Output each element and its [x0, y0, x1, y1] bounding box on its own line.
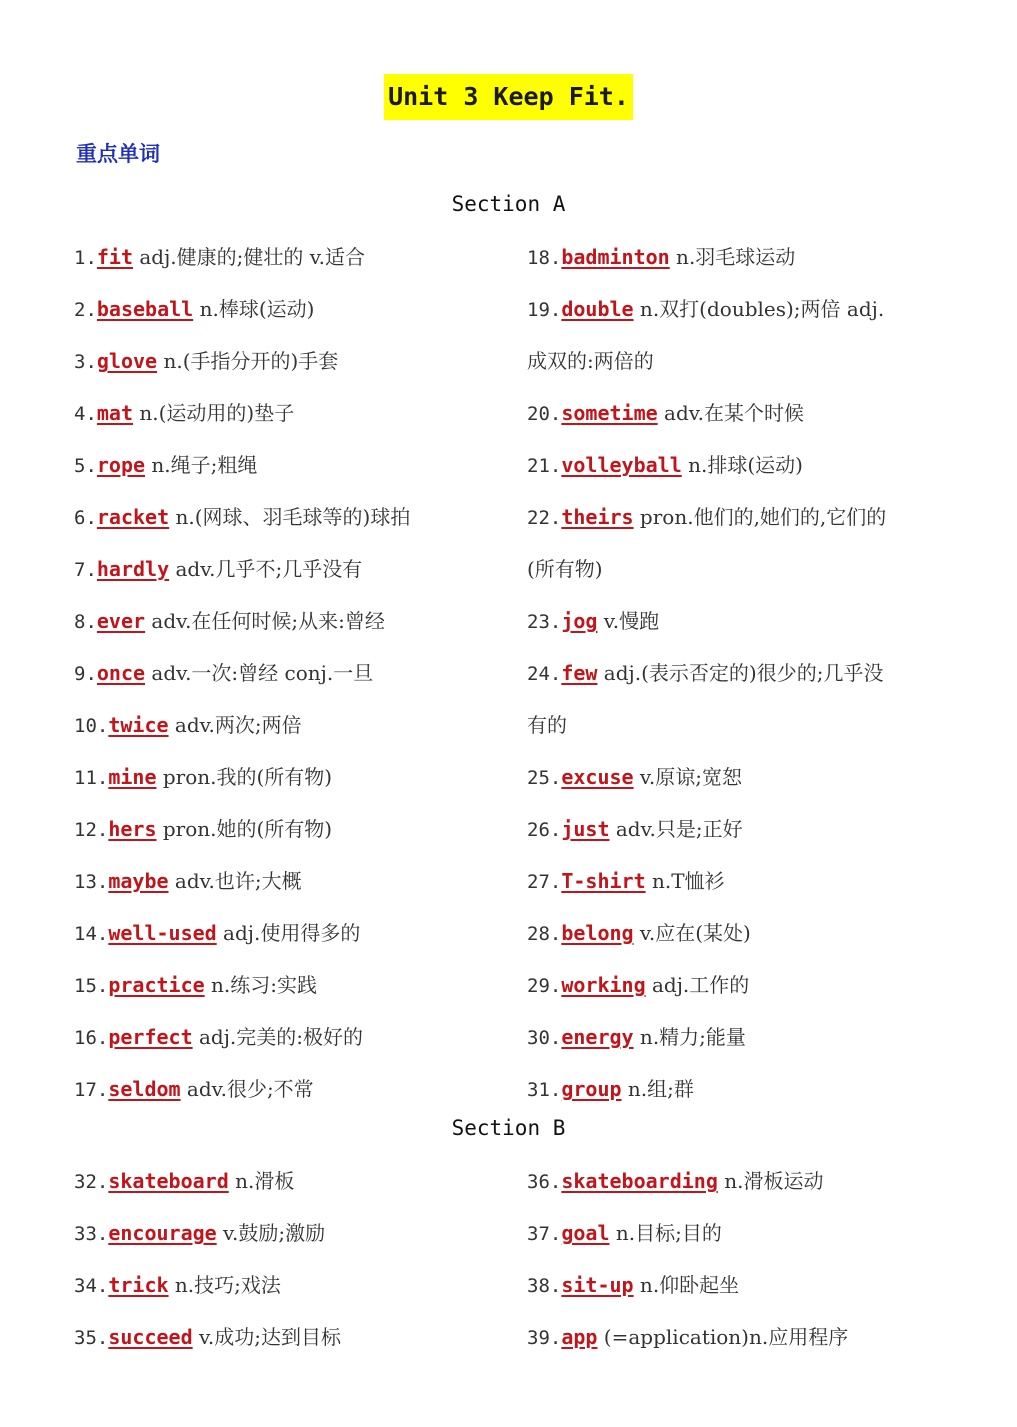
vocab-word: fit [96, 245, 134, 269]
entry-definition: (=application)n.应用程序 [597, 1325, 849, 1349]
vocab-word: sometime [561, 401, 658, 425]
entry-definition: n.组;群 [621, 1077, 694, 1101]
entry-definition: pron.他们的,她们的,它们的 [633, 505, 887, 529]
entry-number: 1. [74, 247, 97, 269]
entry-definition: 成双的:两倍的 [527, 349, 654, 373]
vocab-entry [527, 918, 751, 948]
vocab-entry [527, 450, 803, 480]
entry-definition: n.技巧;戏法 [168, 1273, 281, 1297]
entry-number: 37. [527, 1223, 562, 1245]
entry-number: 10. [74, 715, 109, 737]
entry-definition: adj.工作的 [645, 973, 750, 997]
entry-number: 7. [74, 559, 97, 581]
entry-number: 20. [527, 403, 562, 425]
vocab-entry [74, 1022, 363, 1052]
vocab-entry [527, 710, 567, 740]
vocab-entry [527, 1270, 739, 1300]
vocab-entry [74, 450, 257, 480]
vocab-entry [74, 710, 302, 740]
vocab-word: badminton [561, 245, 670, 269]
vocab-entry [527, 866, 725, 896]
entry-definition: 有的 [527, 713, 567, 737]
vocab-entry [74, 762, 332, 792]
vocab-word: seldom [108, 1077, 181, 1101]
entry-number: 24. [527, 663, 562, 685]
entry-number: 12. [74, 819, 109, 841]
entry-number: 4. [74, 403, 97, 425]
entry-definition: adj.(表示否定的)很少的;几乎没 [597, 661, 884, 685]
entry-definition: n.目标;目的 [609, 1221, 722, 1245]
vocab-entry [74, 502, 410, 532]
vocab-entry [74, 1270, 281, 1300]
vocab-entry [527, 398, 804, 428]
vocab-entry [74, 346, 338, 376]
entry-number: 28. [527, 923, 562, 945]
entry-definition: v.应在(某处) [633, 921, 751, 945]
vocab-entry [74, 814, 332, 844]
vocab-word: twice [108, 713, 169, 737]
vocab-word: double [561, 297, 634, 321]
entry-definition: adj.完美的:极好的 [192, 1025, 364, 1049]
vocab-word: belong [561, 921, 634, 945]
entry-definition: n.T恤衫 [645, 869, 725, 893]
vocab-word: hers [108, 817, 157, 841]
vocab-entry [527, 1218, 722, 1248]
vocab-entry [527, 1022, 746, 1052]
vocab-entry [74, 918, 360, 948]
entry-definition: (所有物) [527, 557, 603, 581]
vocab-word: theirs [561, 505, 634, 529]
entry-definition: n.棒球(运动) [193, 297, 315, 321]
section-b-title: Section B [451, 1116, 566, 1140]
entry-definition: pron.我的(所有物) [156, 765, 333, 789]
vocab-entry [527, 814, 743, 844]
entry-definition: n.滑板 [228, 1169, 295, 1193]
vocab-word: T-shirt [561, 869, 646, 893]
entry-number: 9. [74, 663, 97, 685]
vocab-word: working [561, 973, 646, 997]
entry-number: 30. [527, 1027, 562, 1049]
entry-definition: adv.两次;两倍 [168, 713, 302, 737]
vocab-entry [74, 1218, 325, 1248]
vocab-word: app [561, 1325, 598, 1349]
vocab-entry [74, 866, 302, 896]
entry-definition: n.排球(运动) [681, 453, 803, 477]
vocab-word: excuse [561, 765, 634, 789]
entry-definition: adv.只是;正好 [609, 817, 743, 841]
vocab-entry [527, 554, 603, 584]
entry-number: 36. [527, 1171, 562, 1193]
vocab-entry [527, 242, 795, 272]
vocab-word: baseball [96, 297, 194, 321]
vocab-word: jog [561, 609, 598, 633]
entry-definition: n.(运动用的)垫子 [133, 401, 295, 425]
vocab-entry [74, 658, 373, 688]
vocab-word: goal [561, 1221, 610, 1245]
vocab-word: perfect [108, 1025, 193, 1049]
vocab-word: energy [561, 1025, 634, 1049]
vocab-word: rope [96, 453, 146, 477]
entry-number: 13. [74, 871, 109, 893]
vocab-word: practice [108, 973, 205, 997]
vocab-word: racket [96, 505, 170, 529]
entry-number: 3. [74, 351, 97, 373]
page-title: Unit 3 Keep Fit. [384, 74, 633, 120]
entry-number: 26. [527, 819, 562, 841]
section-a-title: Section A [451, 192, 566, 216]
vocab-word: sit-up [561, 1273, 634, 1297]
entry-number: 6. [74, 507, 97, 529]
key-words-heading: 重点单词 [76, 142, 160, 166]
entry-number: 21. [527, 455, 562, 477]
entry-definition: adv.一次:曾经 conj.一旦 [145, 661, 374, 685]
vocab-entry [74, 1074, 314, 1104]
entry-number: 35. [74, 1327, 109, 1349]
vocab-entry [527, 1322, 848, 1352]
vocab-word: once [96, 661, 146, 685]
entry-number: 22. [527, 507, 562, 529]
entry-number: 33. [74, 1223, 109, 1245]
vocab-entry [527, 1166, 823, 1196]
entry-number: 2. [74, 299, 97, 321]
vocab-entry [74, 970, 317, 1000]
vocab-entry [74, 1166, 294, 1196]
entry-number: 23. [527, 611, 562, 633]
vocab-entry [74, 1322, 341, 1352]
entry-definition: pron.她的(所有物) [156, 817, 333, 841]
entry-number: 5. [74, 455, 97, 477]
vocab-word: trick [108, 1273, 169, 1297]
entry-definition: n.羽毛球运动 [669, 245, 796, 269]
entry-number: 25. [527, 767, 562, 789]
vocab-word: well-used [108, 921, 217, 945]
entry-definition: adj.健康的;健壮的 v.适合 [133, 245, 366, 269]
vocab-entry [527, 502, 886, 532]
entry-number: 17. [74, 1079, 109, 1101]
entry-definition: v.成功;达到目标 [192, 1325, 342, 1349]
vocab-word: skateboard [108, 1169, 229, 1193]
vocab-word: succeed [108, 1325, 193, 1349]
vocab-entry [527, 762, 742, 792]
vocab-entry [527, 294, 884, 324]
entry-definition: adj.使用得多的 [216, 921, 361, 945]
entry-definition: n.仰卧起坐 [633, 1273, 740, 1297]
entry-number: 27. [527, 871, 562, 893]
vocab-entry [527, 1074, 694, 1104]
vocab-entry [74, 294, 314, 324]
entry-definition: v.鼓励;激励 [216, 1221, 326, 1245]
vocab-entry [74, 398, 294, 428]
entry-number: 34. [74, 1275, 109, 1297]
vocab-entry [74, 554, 362, 584]
entry-number: 29. [527, 975, 562, 997]
vocab-word: group [561, 1077, 622, 1101]
entry-number: 16. [74, 1027, 109, 1049]
vocab-word: glove [96, 349, 158, 373]
entry-definition: n.练习:实践 [204, 973, 317, 997]
vocab-entry [527, 658, 883, 688]
vocab-entry [527, 346, 654, 376]
vocab-word: maybe [108, 869, 169, 893]
entry-definition: n.绳子;粗绳 [145, 453, 258, 477]
entry-definition: adv.很少;不常 [180, 1077, 314, 1101]
vocab-word: mat [96, 401, 134, 425]
vocab-word: just [561, 817, 610, 841]
vocab-entry [74, 242, 365, 272]
vocab-word: few [561, 661, 598, 685]
vocab-word: mine [108, 765, 157, 789]
vocab-word: volleyball [561, 453, 682, 477]
entry-number: 8. [74, 611, 97, 633]
entry-number: 11. [74, 767, 109, 789]
vocab-entry [527, 970, 749, 1000]
entry-definition: n.滑板运动 [717, 1169, 824, 1193]
entry-definition: adv.在某个时候 [657, 401, 805, 425]
entry-definition: n.(手指分开的)手套 [157, 349, 339, 373]
entry-number: 19. [527, 299, 562, 321]
entry-definition: n.精力;能量 [633, 1025, 746, 1049]
entry-number: 14. [74, 923, 109, 945]
entry-number: 32. [74, 1171, 109, 1193]
entry-number: 15. [74, 975, 109, 997]
vocab-word: hardly [96, 557, 170, 581]
entry-number: 38. [527, 1275, 562, 1297]
vocab-word: ever [96, 609, 146, 633]
title-wrap [0, 74, 1017, 120]
entry-number: 18. [527, 247, 562, 269]
vocab-entry [527, 606, 659, 636]
entry-number: 31. [527, 1079, 562, 1101]
vocab-entry [74, 606, 385, 636]
entry-definition: n.双打(doubles);两倍 adj. [633, 297, 885, 321]
entry-number: 39. [527, 1327, 562, 1349]
entry-definition: n.(网球、羽毛球等的)球拍 [169, 505, 411, 529]
entry-definition: v.原谅;宽恕 [633, 765, 742, 789]
vocab-word: encourage [108, 1221, 217, 1245]
entry-definition: adv.也许;大概 [168, 869, 302, 893]
entry-definition: v.慢跑 [597, 609, 660, 633]
entry-definition: adv.几乎不;几乎没有 [169, 557, 363, 581]
vocab-word: skateboarding [561, 1169, 718, 1193]
entry-definition: adv.在任何时候;从来:曾经 [145, 609, 385, 633]
